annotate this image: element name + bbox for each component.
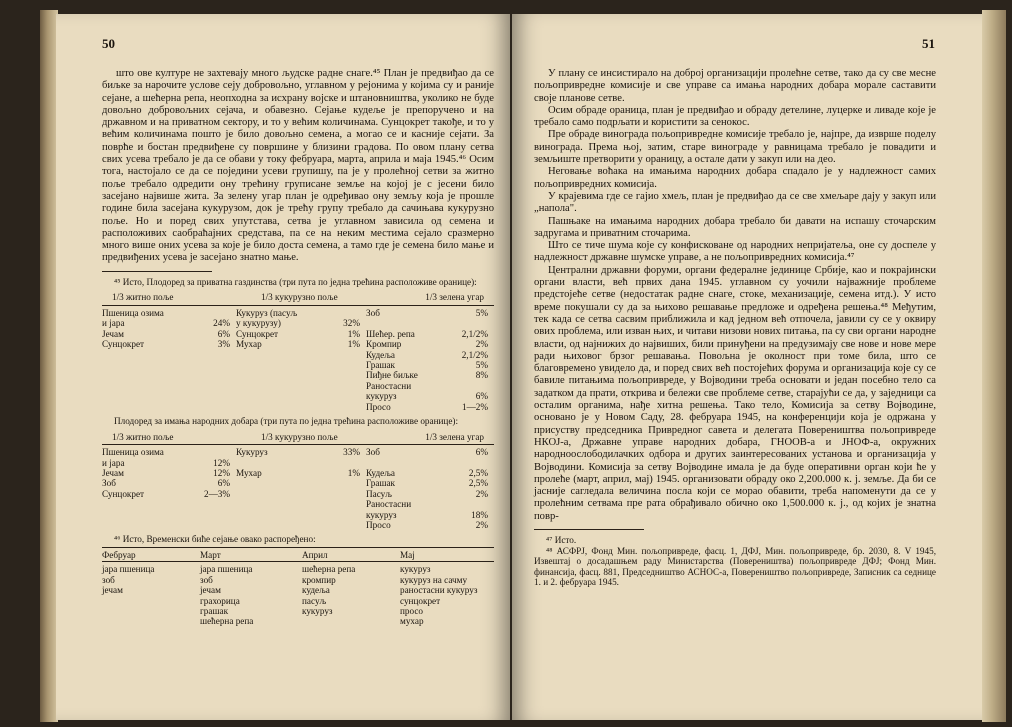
table-cell: Зоб [366, 447, 380, 458]
table-cell: 2% [475, 488, 488, 499]
table-cell: Просо [366, 520, 391, 531]
table-cell [326, 402, 366, 412]
table-cell [180, 391, 236, 401]
table-cell: 5% [475, 307, 488, 318]
table-cell: 6% [217, 478, 230, 489]
table-cell [326, 510, 366, 520]
table-cell: 32% [343, 318, 360, 329]
schedule-cell: грахорица [200, 595, 240, 606]
footnote-47: ⁴⁷ Исто. [546, 534, 577, 545]
table-cell [180, 510, 236, 520]
table-cell [102, 360, 180, 370]
paragraph: У плану се инсистирало на доброј организацији пролећне сетве, тако да су све месне пољопривредне комисије и све управе са имања народних добара морале саставити своје планове сетве. [534, 68, 936, 104]
table-cell: Грашак [366, 359, 396, 370]
table-cell [326, 360, 366, 370]
table-cell: 2,5% [468, 478, 488, 489]
schedule-cell: грашак [200, 606, 229, 617]
table-cell: Кудеља [366, 468, 395, 478]
table-cell [236, 458, 326, 468]
table-cell: 24% [213, 318, 230, 329]
page-number-right: 51 [922, 36, 935, 51]
table-cell: Зоб [102, 478, 116, 489]
month-header: Март [200, 550, 302, 562]
schedule-cell: кукуруз [400, 564, 431, 575]
table-cell: 8% [475, 370, 488, 381]
table-cell: 2,1/2% [461, 328, 488, 339]
left-page-body [102, 68, 494, 627]
schedule-cell: кукуруз [302, 606, 333, 617]
month-header: Април [302, 550, 400, 562]
schedule-cell: јара пшеница [200, 564, 253, 575]
table-cell [326, 499, 366, 509]
table-cell: Кукуруз [236, 447, 268, 458]
table-cell [180, 520, 236, 530]
schedule-cell: раностасни кукуруз [400, 585, 478, 596]
month-header: Фебруар [102, 550, 200, 562]
table-cell: Раностасни [366, 380, 412, 391]
schedule-cell: јечам [200, 585, 221, 596]
schedule-cell: шећерна репа [200, 616, 254, 627]
schedule-cell [102, 606, 200, 616]
table-cell [326, 489, 366, 499]
table-cell [236, 499, 326, 509]
page-number-left: 50 [102, 36, 115, 51]
table-cell [236, 370, 326, 380]
table-cell: 2% [475, 339, 488, 350]
table-cell [180, 308, 236, 318]
table-cell: 1% [347, 468, 360, 478]
table-cell: 1—2% [461, 401, 488, 412]
state-rotation-headers [102, 432, 494, 443]
schedule-cell: шећерна репа [302, 564, 356, 575]
table-cell [180, 350, 236, 360]
month-headers [102, 550, 494, 564]
table-cell [452, 458, 494, 468]
table-cell [326, 391, 366, 401]
table-cell: 33% [343, 447, 360, 458]
table-cell [366, 318, 452, 328]
table-rule [102, 444, 494, 445]
table-cell: Мухар [236, 468, 262, 478]
table-cell [236, 360, 326, 370]
table-cell: 6% [475, 447, 488, 458]
footnote-divider [102, 271, 212, 272]
table-cell [236, 391, 326, 401]
paragraph: Пре обраде винограда пољопривредне комисије требало је, најпре, да изврше поделу винограда. Према њој, затим, старе винограде у равницама требало је повадити и земљиште претворити у ораницу, а остале дати у закуп или на део. [534, 129, 936, 166]
table-cell: Сунцокрет [236, 328, 279, 339]
table-cell [326, 308, 366, 318]
table-cell: Пиђне биљке [366, 370, 418, 381]
table-cell: Јечам [102, 468, 124, 478]
paragraph: Осим обраде ораница, план је предвиђао и обраду детелине, луцерке и ливаде које је требало само подрљати и користити за сенокос. [534, 104, 936, 129]
table-cell [236, 510, 326, 520]
table-cell [326, 520, 366, 530]
table-cell [180, 499, 236, 509]
table-cell: 2,1/2% [461, 349, 488, 360]
footnote-45-caption: ⁴⁵ Исто, Плодоред за приватна газдинства (три пута по једна трећина расположиве оранице): [114, 276, 477, 287]
right-page [512, 14, 982, 720]
footnote-divider [534, 529, 644, 530]
footnote-48: ⁴⁸ АСФРЈ, Фонд Мин. пољопривреде, фасц. 1, ДФЈ, Мин. пољопривреде, бр. 2030, 8. V 1945, Извештај о досадашњем раду Министарства (Повереништва) пољопривреде ДФЈ; Фонд Мин. финансија, фасц. 881, Председништво АСНОС-а, Повереништво пољопривреде, Записник са седнице 1. и 2. фебруара 1945. [534, 545, 936, 588]
footnote-46-caption: ⁴⁶ Исто, Временски биће сејање овако распоређено: [114, 534, 316, 545]
state-rotation-caption: Плодоред за имања народних добара (три пута по једна трећина расположиве оранице): [114, 416, 459, 426]
table-header: 1/3 зелена угар [425, 431, 484, 442]
footnote-45-headers [102, 292, 494, 303]
table-cell: 12% [213, 468, 230, 478]
table-cell [326, 478, 366, 488]
table-cell: и јара [102, 457, 125, 468]
sowing-schedule-table [102, 564, 494, 626]
table-cell [180, 402, 236, 412]
table-header: 1/3 кукурузно поље [261, 431, 338, 442]
schedule-cell: кудеља [302, 585, 330, 596]
paragraph: Неговање воћака на имањима народних добара спадало је у надлежност самих пољопривредних комисија. [534, 166, 936, 190]
table-cell: Пасуљ [366, 488, 392, 499]
table-cell: 6% [217, 328, 230, 339]
table-cell: Зоб [366, 307, 380, 318]
schedule-cell: кромпир [302, 574, 336, 585]
table-cell: Мухар [236, 339, 262, 350]
table-cell: 1% [347, 328, 360, 339]
table-cell [326, 458, 366, 468]
right-page-body [534, 68, 936, 588]
table-cell: 2% [475, 520, 488, 531]
table-header: 1/3 житно поље [112, 431, 174, 442]
schedule-cell: просо [400, 606, 424, 617]
table-cell [102, 370, 180, 380]
main-paragraph: што ове културе не захтевају много људске радне снаге.⁴⁵ План је предвиђао да се биљке за нарочите услове сеју добровољно, углавном у рејонима у којима су и раније сејане, а шећерна репа, неопходна за исхрану војске и штановништва, уколико не буде довољно добровољних сејача, и обавезно. Сејање кудеље је препоручено и на државном и на приватном сектору, и то у већим количинама. Сунцокрет такође, и то у већим количинама пошто је било довољно семена, а могао се и касније сејати. За поврће и бостан предвиђене су површине у близини градова. По овом плану сетва свих усева требало је да се обави у току фебруара, марта, априла и маја 1945.⁴⁶ Осим тога, настојало се да се поједини усеви групишу, па је у пролећној сетви за житно поље требало одредити ону трећину груписане земље на којој је с јесени било засејано највише жита. За зелену угар план је одређивао ону земљу која је прошле године била засејана кукурузом, док је трећу групу требало да сачињава кукурузно поље. Но и поред свих упутстава, сетва је углавном зависила од семена и расположивих саобраћајних средстава, па се на неким местима сејало сразмерно много више оних усева за које је било доста семена, а тамо где је семена било мање и предвиђених усева је засејано знатно мање. [102, 68, 494, 264]
table-cell [102, 499, 180, 509]
table-cell [236, 402, 326, 412]
table-cell: 2—3% [203, 488, 230, 499]
table-cell: Грашак [366, 478, 396, 489]
table-cell: 1% [347, 339, 360, 350]
table-cell: кукуруз [366, 509, 397, 520]
table-cell [102, 381, 180, 391]
table-cell [236, 489, 326, 499]
schedule-cell: јечам [102, 585, 123, 596]
table-cell: Сунцокрет [102, 488, 145, 499]
state-rotation [102, 416, 494, 530]
table-header: 1/3 зелена угар [425, 292, 484, 303]
table-cell: Јечам [102, 328, 124, 339]
table-cell [102, 402, 180, 412]
table-cell [102, 350, 180, 360]
right-footnotes [534, 535, 936, 588]
table-cell [180, 381, 236, 391]
table-cell [452, 499, 494, 509]
footnote-45-table [102, 308, 494, 412]
table-cell: 18% [471, 509, 488, 520]
table-cell: Пшеница озима [102, 307, 164, 318]
table-cell: 6% [475, 391, 488, 402]
table-cell [102, 510, 180, 520]
table-cell: у кукурузу) [236, 318, 281, 329]
schedule-cell: кукуруз на сачму [400, 574, 468, 585]
table-cell: кукуруз [366, 391, 397, 402]
schedule-cell: зоб [102, 574, 115, 585]
table-cell: Кукуруз (пасуљ [236, 307, 298, 318]
table-cell: Кромпир [366, 339, 402, 350]
state-rotation-table [102, 447, 494, 530]
table-cell [236, 520, 326, 530]
table-header: 1/3 кукурузно поље [261, 292, 338, 303]
table-cell [180, 447, 236, 457]
table-cell [236, 381, 326, 391]
paragraph: У крајевима где се гајио хмељ, план је предвиђао да се све хмељаре дају у закуп или „напола". [534, 190, 936, 215]
paragraph: Централни државни форуми, органи федералне јединице Србије, као и покрајински органи власти, већ првих дана 1945. углавном су уочили најважније проблеме предстојеће сетве (недостатак радне снаге, стоке, механизације, семена итд.). У исто време покушали су да за њихово решавање предложе и одређена решења.⁴⁸ Међутим, тек када се сетва сасвим приближила и кад једном већ отпочела, јавили су се у оквиру ових проблема, или изван њих, и читави низови нових питања, па су сви органи народне власти, од најнижих до највиших, били принуђени на предузимају све нове и нове мере ради њиховог брзог решавања. Повољна је околност при томе била, што се благовремено увидело да, и поред свих већ постојећих форума и организација које су се бавиле питањима пољопривреде, у Војводини треба основати и један посебно тело са задатком да прати, открива и бележи све проблеме сетве, старајући се да, у заједници са осталим органима, нађе хитна решења. Тако тело, Комисија за сетву Војводине, основано је у Новом Саду, 28. фебруара 1945, на конференцији која је одржана у присуству председника Привредног савета и делегата Повереништва пољопривреде НКОЈ-а, Државне управе народних добара, ГНООВ-а и ЈНОФ-а, окружних народноослободилачких одбора и других заинтересованих установа и организација у Војводини. Комисија за сетву Војводине имала је да буде оперативни орган који ће у пролеће (март, април, мај) 1945. организовати обраду око 2,200.000 к. ј. земље. Да би се јасније сагледала величина посла који се морао обавити, треба напоменути да се у пролећним сетвама пре рата обрађивало обично око 1,500.000 к. ј., од којих је знатна повр- [534, 264, 936, 522]
table-cell [326, 370, 366, 380]
schedule-cell [102, 596, 200, 606]
schedule-cell: мухар [400, 616, 424, 627]
table-cell: Раностасни [366, 499, 412, 510]
table-cell: Шећер. репа [366, 328, 415, 339]
table-cell [326, 381, 366, 391]
table-cell: Кудеља [366, 349, 395, 360]
schedule-cell [102, 616, 200, 626]
table-rule [102, 305, 494, 306]
left-page [56, 14, 510, 720]
table-cell: Просо [366, 401, 391, 412]
table-cell [102, 391, 180, 401]
paragraph: Што се тиче шума које су конфисковане од народних непријатеља, оне су доспеле у надлежност државне шумске управе, а не пољопривредних комисија.⁴⁷ [534, 240, 936, 264]
footnote-45 [102, 277, 494, 412]
table-cell: 12% [213, 457, 230, 468]
schedule-cell: сунцокрет [400, 595, 441, 606]
table-cell: Пшеница озима [102, 447, 164, 458]
table-cell: Сунцокрет [102, 339, 145, 350]
month-header: Мај [400, 550, 494, 562]
footnote-46 [102, 534, 494, 626]
table-cell: 3% [217, 339, 230, 350]
schedule-cell: зоб [200, 574, 213, 585]
table-cell [452, 381, 494, 391]
table-cell [366, 458, 452, 468]
table-cell [236, 478, 326, 488]
table-cell [452, 318, 494, 328]
paragraph: Пашњаке на имањима народних добара требало би давати на испашу сточарским задругама и приватним сточарима. [534, 215, 936, 239]
table-cell [180, 360, 236, 370]
table-cell [326, 350, 366, 360]
right-page-edge [982, 10, 1006, 722]
schedule-cell: пасуљ [302, 595, 327, 606]
table-cell: и јара [102, 318, 125, 329]
schedule-cell: јара пшеница [102, 564, 155, 575]
schedule-cell [302, 616, 400, 626]
table-cell: 2,5% [468, 468, 488, 478]
table-rule [102, 547, 494, 548]
table-header: 1/3 житно поље [112, 292, 174, 303]
table-cell [236, 350, 326, 360]
table-cell [102, 520, 180, 530]
table-cell: 5% [475, 359, 488, 370]
table-cell [180, 370, 236, 380]
